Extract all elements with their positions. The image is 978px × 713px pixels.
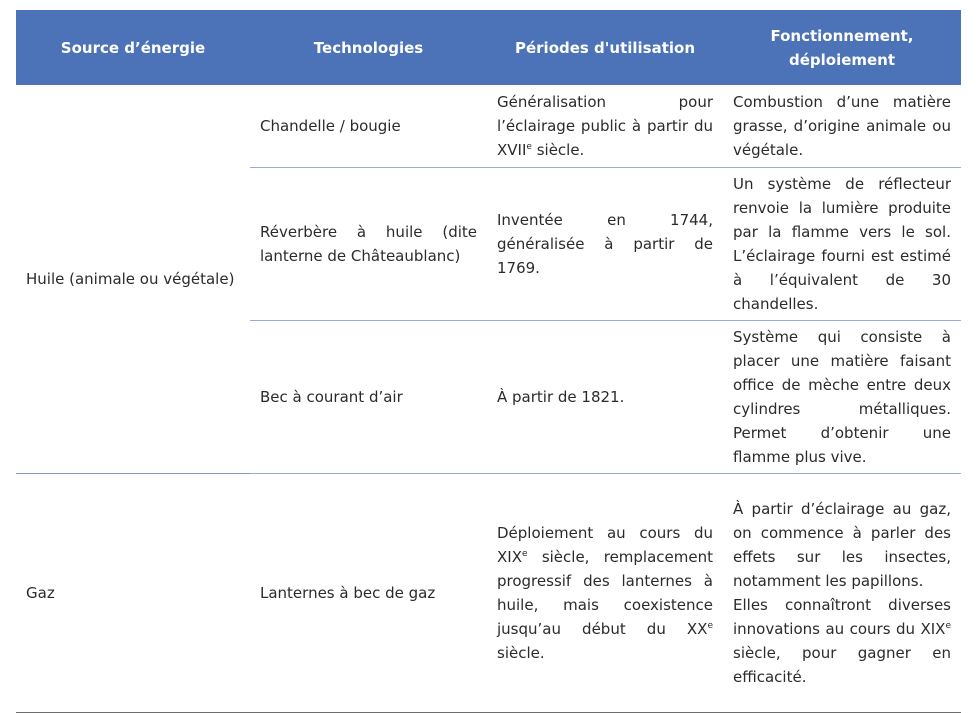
description-sup: e <box>945 621 951 631</box>
description-cell: Combustion d’une matière grasse, d’origine animale ou végétale. <box>723 85 961 168</box>
header-functioning <box>723 10 961 85</box>
period-sup: e <box>521 549 528 559</box>
period-cell: Inventée en 1744, généralisée à partir de 1769. <box>487 168 723 321</box>
period-text-end: siècle. <box>531 141 585 159</box>
source-cell-gaz: Gaz <box>16 474 250 713</box>
period-sup: e <box>526 142 532 152</box>
energy-history-table <box>16 10 961 713</box>
header-technologies: Technologies <box>250 10 487 85</box>
period-text: Généralisation pour l’éclairage public à partir du XVII <box>497 93 713 159</box>
period-cell <box>487 85 723 168</box>
header-functioning-line2: déploiement <box>788 50 896 69</box>
description-cell: Un système de réflecteur renvoie la lumière produite par la flamme vers le sol. L’éclairage fourni est estimé à l’équivalent de 30 chandelles. <box>723 168 961 321</box>
table-header <box>16 10 961 85</box>
description-text-2: Elles connaîtront diverses innovations au cours du XIX <box>733 596 951 638</box>
description-cell: Système qui consiste à placer une matière faisant office de mèche entre deux cylindres métalliques. Permet d’obtenir une flamme plus vive. <box>723 321 961 474</box>
period-text-mid: siècle, remplacement progressif des lanternes à huile, mais coexistence jusqu’au début du XX <box>497 548 713 638</box>
description-text-end: siècle, pour gagner en efficacité. <box>733 644 951 686</box>
header-source: Source d’énergie <box>16 10 250 85</box>
technology-cell: Réverbère à huile (dite lanterne de Châteaublanc) <box>250 168 487 321</box>
description-cell <box>723 474 961 713</box>
period-sup: e <box>707 621 713 631</box>
header-functioning-line1: Fonctionnement, <box>770 26 914 45</box>
source-cell-huile: Huile (animale ou végétale) <box>16 85 250 474</box>
table-row <box>16 474 961 713</box>
period-cell: À partir de 1821. <box>487 321 723 474</box>
technology-cell: Bec à courant d’air <box>250 321 487 474</box>
description-text: À partir d’éclairage au gaz, on commence à parler des effets sur les insectes, notamment les papillons. <box>733 500 951 590</box>
technology-cell: Chandelle / bougie <box>250 85 487 168</box>
period-cell <box>487 474 723 713</box>
technology-cell: Lanternes à bec de gaz <box>250 474 487 713</box>
header-periods: Périodes d'utilisation <box>487 10 723 85</box>
table-row <box>16 85 961 168</box>
period-text: Déploiement au cours du XIX <box>497 524 713 566</box>
period-text-end: siècle. <box>497 644 545 662</box>
